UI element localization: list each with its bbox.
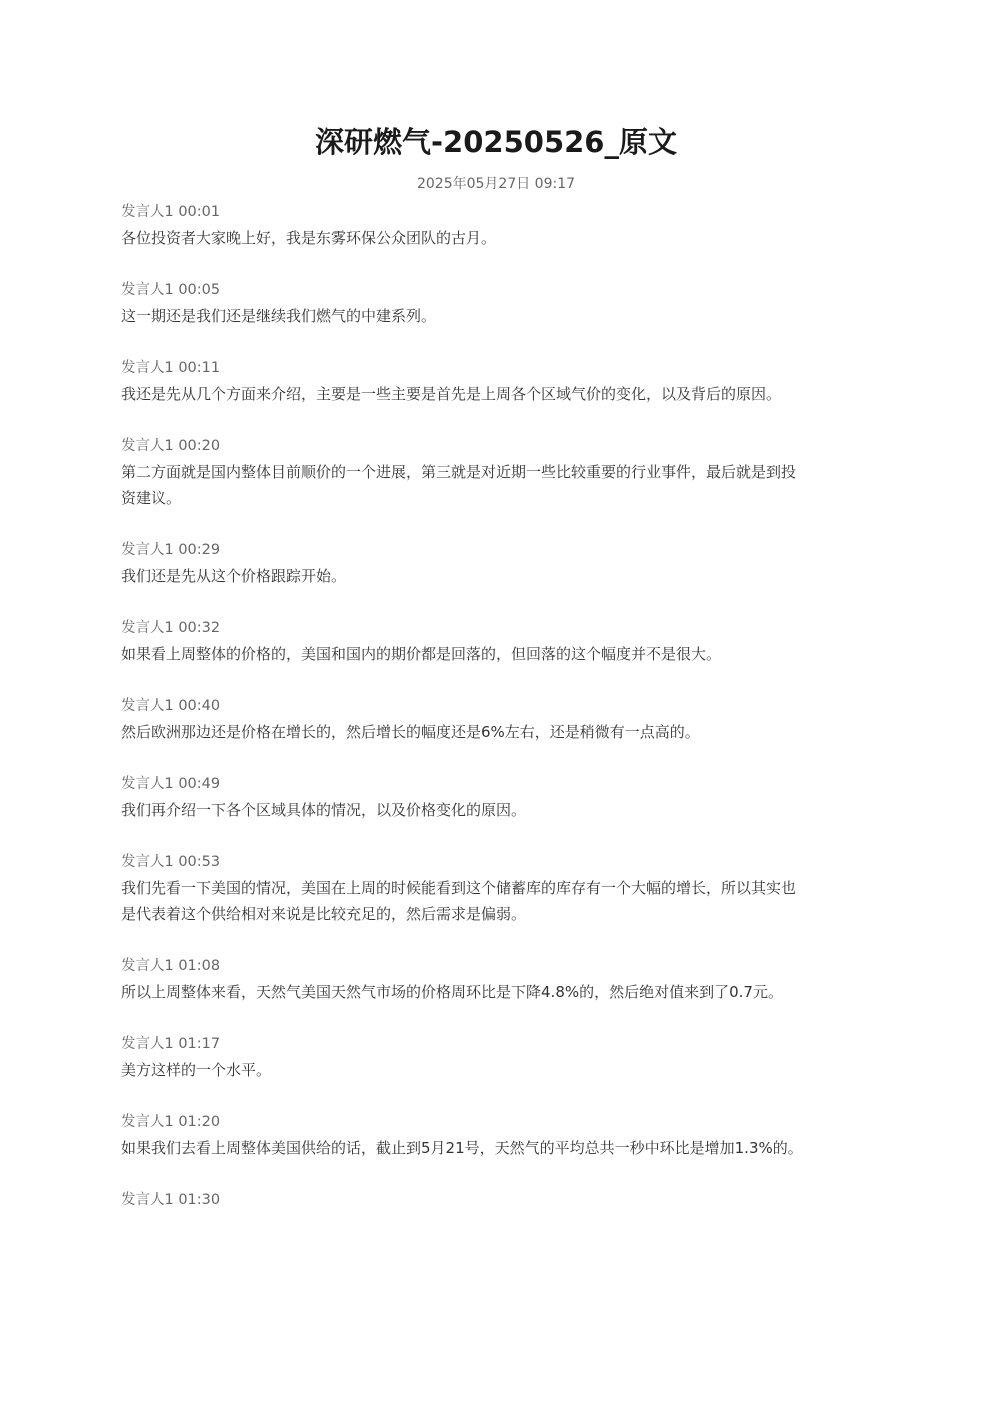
- transcript-entry: [121, 771, 873, 823]
- speech-text: 第二方面就是国内整体目前顺价的一个进展，第三就是对近期一些比较重要的行业事件，最后就是到投 资建议。: [121, 463, 797, 507]
- speech-text: 我们再介绍一下各个区域具体的情况，以及价格变化的原因。: [121, 801, 527, 819]
- transcript-entry: [121, 355, 873, 407]
- speech-text: 我还是先从几个方面来介绍，主要是一些主要是首先是上周各个区域气价的变化，以及背后的原因。: [121, 385, 782, 403]
- speech-text: 我们还是先从这个价格跟踪开始。: [121, 567, 347, 585]
- speaker-timestamp: 发言人1 00:32: [121, 620, 221, 636]
- speech-text: 我们先看一下美国的情况，美国在上周的时候能看到这个储蓄库的库存有一个大幅的增长，所以其实也 是代表着这个供给相对来说是比较充足的，然后需求是偏弱。: [121, 879, 797, 923]
- speech-text: 所以上周整体来看，天然气美国天然气市场的价格周环比是下降4.8%的，然后绝对值来到了0.7元。: [121, 983, 783, 1001]
- transcript-entry: [121, 953, 873, 1005]
- speaker-timestamp: 发言人1 01:30: [121, 1192, 221, 1208]
- speech-text: 如果看上周整体的价格的，美国和国内的期价都是回落的，但回落的这个幅度并不是很大。: [121, 645, 722, 663]
- transcript-entry: [121, 849, 873, 927]
- transcript-entry: [121, 1187, 873, 1213]
- document-title: 深研燃气-20250526_原文: [315, 125, 677, 159]
- transcript-entry: [121, 615, 873, 667]
- transcript-entry: [121, 693, 873, 745]
- speaker-timestamp: 发言人1 01:08: [121, 958, 221, 974]
- speaker-timestamp: 发言人1 00:53: [121, 854, 221, 870]
- speaker-timestamp: 发言人1 00:20: [121, 438, 221, 454]
- speaker-timestamp: 发言人1 00:01: [121, 204, 221, 220]
- speaker-timestamp: 发言人1 01:17: [121, 1036, 221, 1052]
- transcript-entry: [121, 1109, 873, 1161]
- speech-text: 这一期还是我们还是继续我们燃气的中建系列。: [121, 307, 437, 325]
- speaker-timestamp: 发言人1 00:29: [121, 542, 221, 558]
- speaker-timestamp: 发言人1 00:49: [121, 776, 221, 792]
- speaker-timestamp: 发言人1 01:20: [121, 1114, 221, 1130]
- document-datetime: 2025年05月27日 09:17: [416, 176, 576, 192]
- speaker-timestamp: 发言人1 00:40: [121, 698, 221, 714]
- transcript-entry: [121, 537, 873, 589]
- speech-text: 如果我们去看上周整体美国供给的话，截止到5月21号，天然气的平均总共一秒中环比是增加1.3%的。: [121, 1139, 803, 1157]
- transcript-entry: [121, 199, 873, 251]
- transcript-entry: [121, 277, 873, 329]
- speech-text: 美方这样的一个水平。: [121, 1061, 272, 1079]
- speech-text: 然后欧洲那边还是价格在增长的，然后增长的幅度还是6%左右，还是稍微有一点高的。: [121, 723, 700, 741]
- speech-text: 各位投资者大家晚上好，我是东雾环保公众团队的古月。: [121, 229, 497, 247]
- speaker-timestamp: 发言人1 00:05: [121, 282, 221, 298]
- speaker-timestamp: 发言人1 00:11: [121, 360, 221, 376]
- transcript-entry: [121, 1031, 873, 1083]
- transcript: [121, 199, 873, 1239]
- transcript-entry: [121, 433, 873, 511]
